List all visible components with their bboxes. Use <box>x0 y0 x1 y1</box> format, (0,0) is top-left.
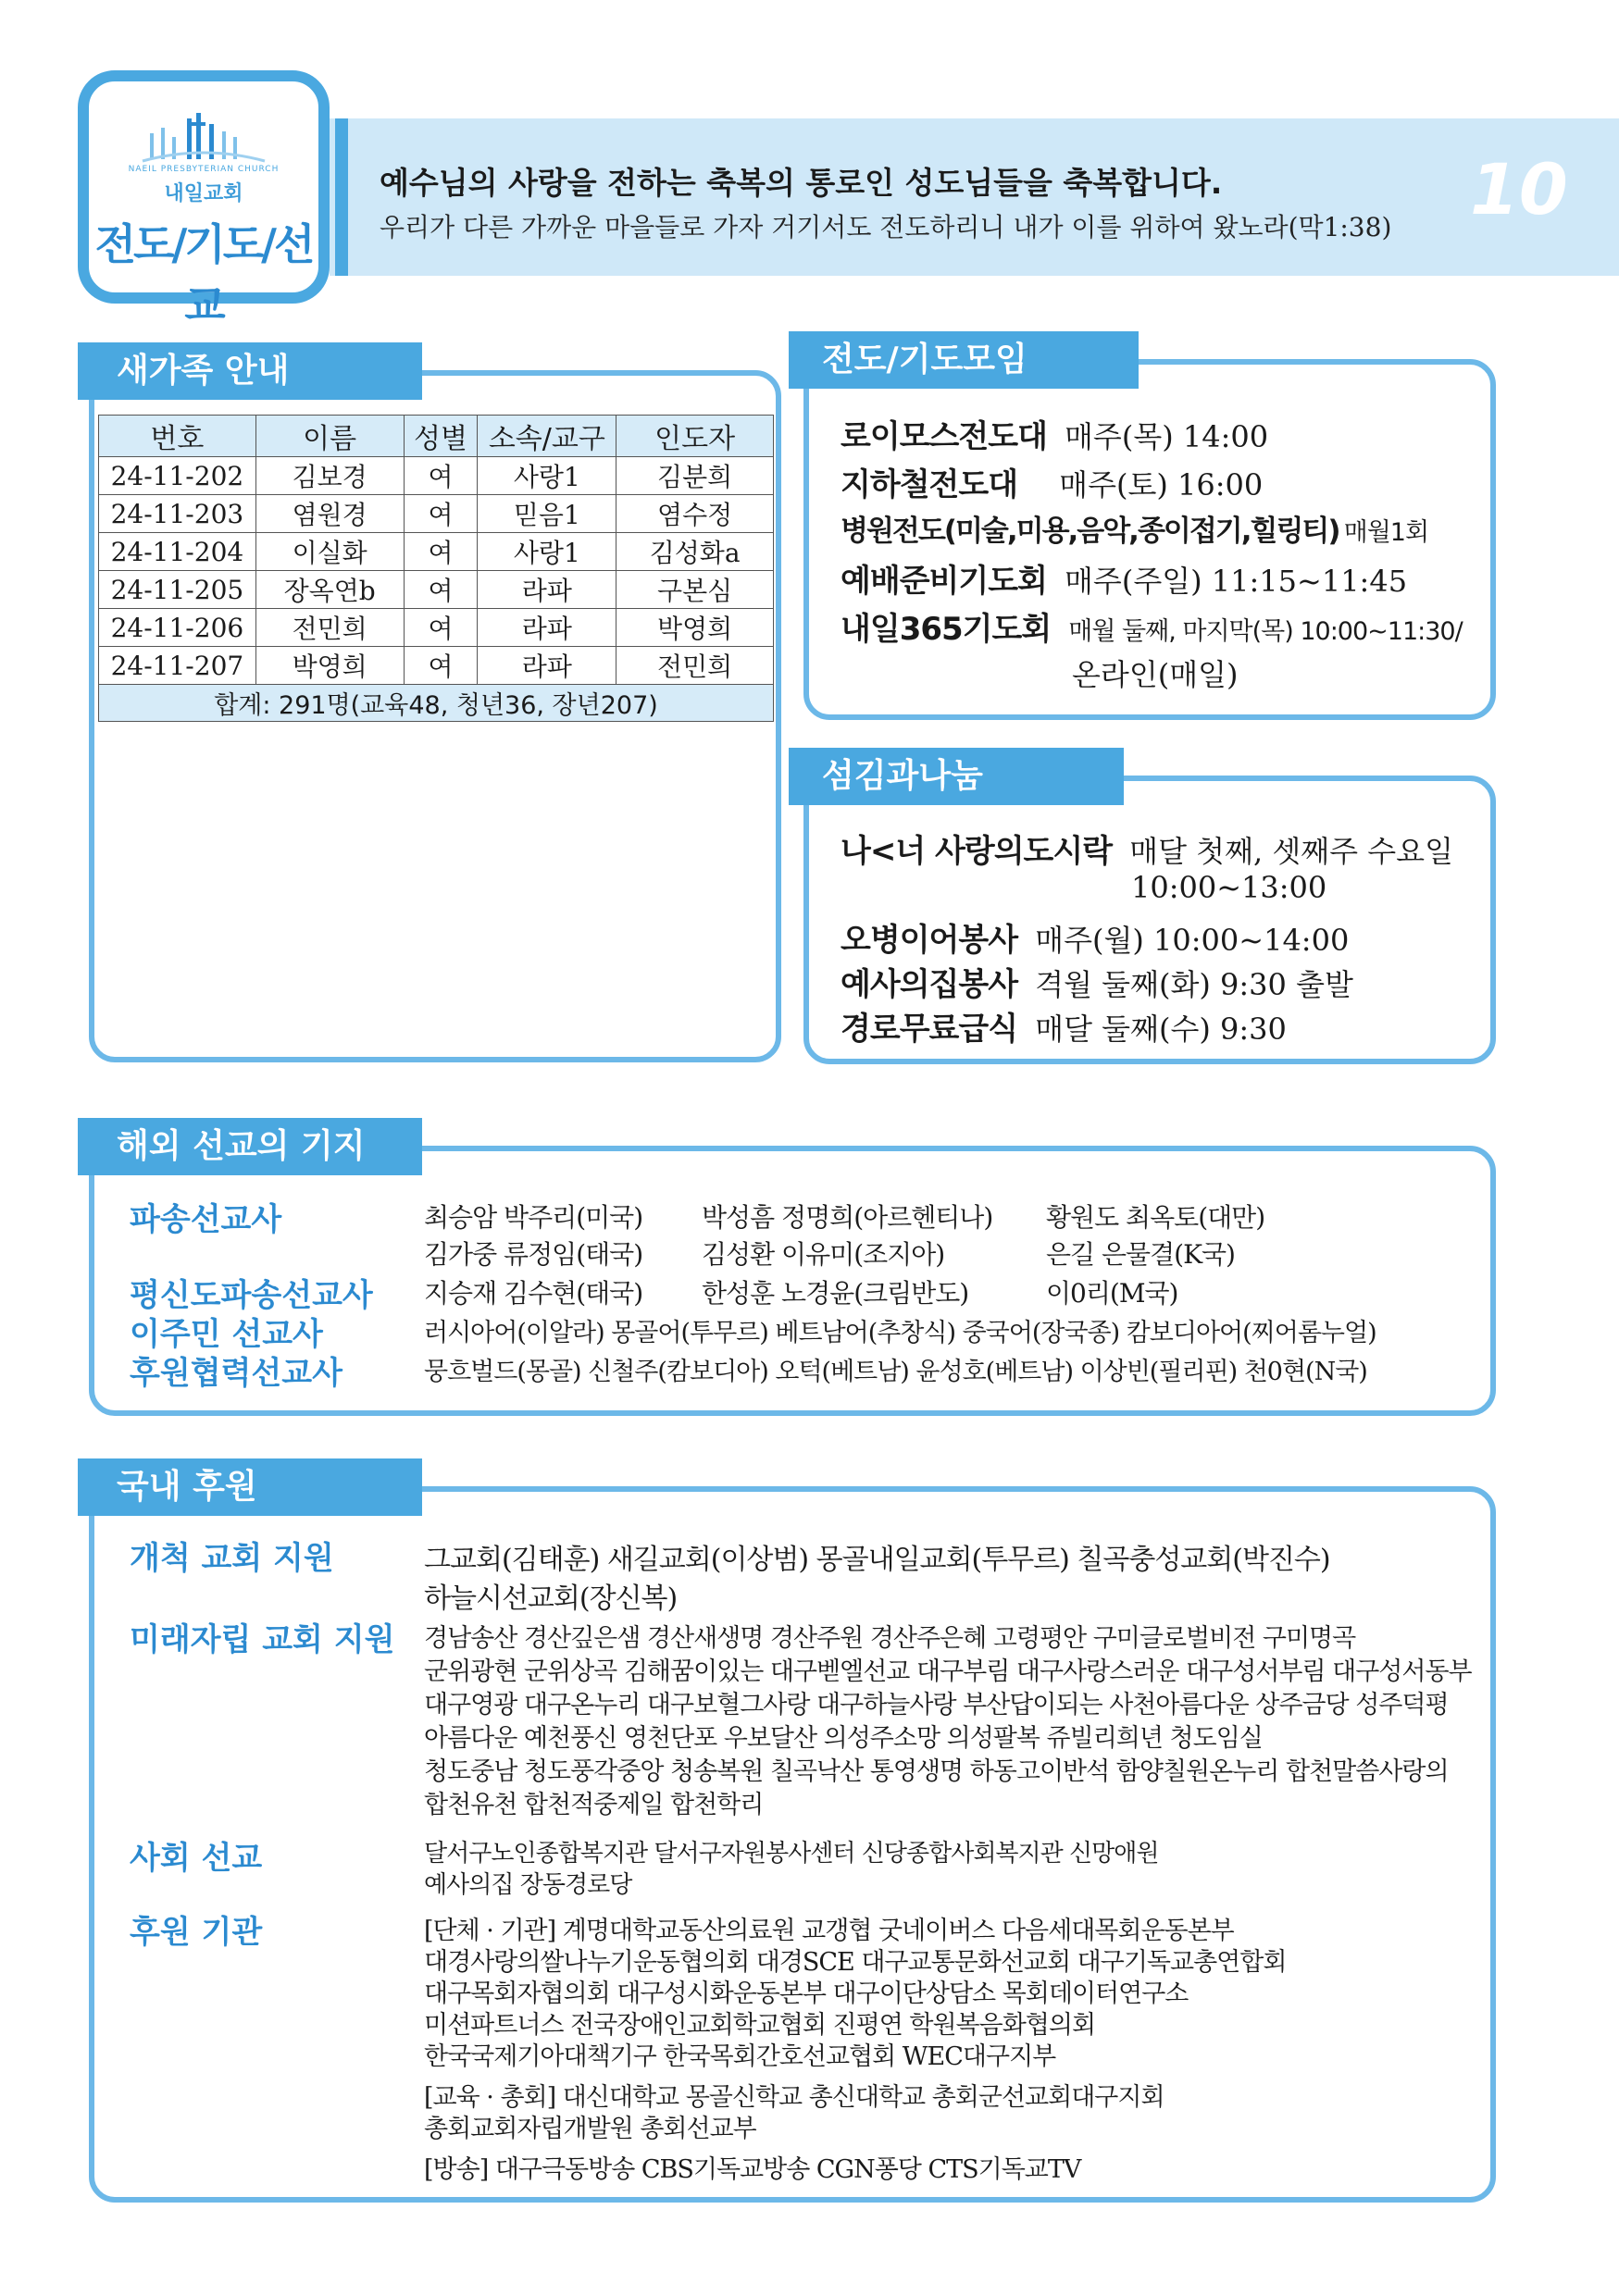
meeting-name: 내일365기도회 <box>841 611 1052 648</box>
meeting-time: 매주(주일) 11:15~11:45 <box>1065 564 1408 599</box>
table-total-row <box>99 685 774 722</box>
table-row <box>99 495 774 533</box>
support-org-line: 대구목회자협의회 대구성시화운동본부 대구이단상담소 목회데이터연구소 <box>424 1980 1189 2008</box>
meeting-time: 매주(목) 14:00 <box>1065 419 1269 454</box>
new-family-table <box>98 415 774 722</box>
table-cell: 믿음1 <box>478 495 616 533</box>
evangelism-item <box>841 555 1407 601</box>
social-mission-label: 사회 선교 <box>130 1840 263 1877</box>
pioneer-church-line: 그교회(김태훈) 새길교회(이상범) 몽골내일교회(투무르) 칠곡충성교회(박진수) <box>424 1544 1330 1576</box>
service-item <box>841 825 1453 871</box>
evangelism-tab: 전도/기도모임 <box>789 331 1139 389</box>
table-row <box>99 647 774 685</box>
table-cell: 김분희 <box>616 457 774 495</box>
support-missionaries-label: 후원협력선교사 <box>130 1355 342 1392</box>
table-cell: 박영희 <box>616 609 774 647</box>
table-cell: 김보경 <box>255 457 404 495</box>
future-church-line: 군위광현 군위상곡 김해꿈이있는 대구벧엘선교 대구부림 대구사랑스러운 대구성서부림 대구성서동부 <box>424 1657 1472 1686</box>
table-cell: 여 <box>404 609 478 647</box>
support-org-line: 총회교회자립개발원 총회선교부 <box>424 2115 756 2143</box>
section-title: 전도/기도/선교 <box>94 219 313 330</box>
table-cell: 여 <box>404 647 478 685</box>
migrant-missionaries-list: 러시아어(이알라) 몽골어(투무르) 베트남어(추창식) 중국어(장국종) 캄보디아어(찌어롬누얼) <box>424 1319 1376 1347</box>
table-cell: 염수정 <box>616 495 774 533</box>
table-cell: 여 <box>404 457 478 495</box>
service-tab: 섬김과나눔 <box>789 748 1124 805</box>
table-cell: 라파 <box>478 571 616 609</box>
missionary-entry: 황원도 최옥토(대만) <box>1046 1202 1265 1233</box>
support-org-line: 대경사랑의쌀나누기운동협의회 대경SCE 대구교통문화선교회 대구기독교총연합회 <box>424 1948 1287 1977</box>
table-cell: 사랑1 <box>478 533 616 571</box>
table-header: 인도자 <box>616 416 774 457</box>
table-cell: 라파 <box>478 647 616 685</box>
overseas-tab: 해외 선교의 기지 <box>78 1118 422 1175</box>
support-org-line: 미션파트너스 전국장애인교회학교협회 진평연 학원복음화협의회 <box>424 2011 1096 2040</box>
support-orgs-label: 후원 기관 <box>130 1914 263 1951</box>
new-family-tab: 새가족 안내 <box>78 342 422 400</box>
support-org-line: [방송] 대구극동방송 CBS기독교방송 CGN퐁당 CTS기독교TV <box>424 2155 1081 2184</box>
logo-church-name: 내일교회 <box>164 182 243 205</box>
missionary-entry: 이0리(M국) <box>1046 1278 1178 1309</box>
pioneer-church-line: 하늘시선교회(장신복) <box>424 1582 678 1615</box>
service-name: 경로무료급식 <box>841 1011 1018 1048</box>
future-church-line: 청도중남 청도풍각중앙 청송복원 칠곡낙산 통영생명 하동고이반석 함양칠원온누리 합천말씀사랑의 <box>424 1757 1449 1786</box>
missionary-entry: 박성흠 정명희(아르헨티나) <box>702 1202 993 1233</box>
table-total: 합계: 291명(교육48, 청년36, 장년207) <box>99 685 774 722</box>
evangelism-item-cont <box>1072 652 1239 694</box>
service-item-cont <box>1131 870 1326 905</box>
service-item <box>841 914 1349 960</box>
church-logo-box <box>78 70 330 330</box>
table-row <box>99 457 774 495</box>
service-time: 격월 둘째(화) 9:30 출발 <box>1035 967 1353 1002</box>
table-cell: 24-11-204 <box>99 533 256 571</box>
table-cell: 여 <box>404 571 478 609</box>
church-skyline-icon <box>141 109 267 163</box>
future-church-line: 아름다운 예천풍신 영천단포 우보달산 의성주소망 의성팔복 쥬빌리희년 청도임실 <box>424 1724 1263 1753</box>
meeting-name: 지하철전도대 <box>841 466 1018 503</box>
evangelism-item <box>841 459 1263 504</box>
table-cell: 24-11-206 <box>99 609 256 647</box>
sent-missionaries-label: 파송선교사 <box>130 1201 282 1238</box>
future-church-label: 미래자립 교회 지원 <box>130 1621 395 1658</box>
table-header-row <box>99 416 774 457</box>
pioneer-church-label: 개척 교회 지원 <box>130 1540 334 1577</box>
missionary-entry: 지승재 김수현(태국) <box>424 1278 643 1309</box>
service-time: 매달 첫째, 셋째주 수요일 <box>1129 834 1453 869</box>
table-cell: 이실화 <box>255 533 404 571</box>
missionary-entry: 김가중 류정임(태국) <box>424 1239 643 1270</box>
service-time-cont: 10:00~13:00 <box>1131 870 1327 905</box>
table-cell: 24-11-202 <box>99 457 256 495</box>
table-cell: 김성화a <box>616 533 774 571</box>
service-time: 매주(월) 10:00~14:00 <box>1035 923 1350 958</box>
future-church-line: 경남송산 경산깊은샘 경산새생명 경산주원 경산주은혜 고령평안 구미글로벌비전 구미명곡 <box>424 1624 1356 1653</box>
header-main-text: 예수님의 사랑을 전하는 축복의 통로인 성도님들을 축복합니다. <box>380 165 1223 201</box>
table-cell: 여 <box>404 533 478 571</box>
service-name: 예사의집봉사 <box>841 966 1018 1003</box>
table-cell: 24-11-203 <box>99 495 256 533</box>
table-cell: 염원경 <box>255 495 404 533</box>
table-header: 이름 <box>255 416 404 457</box>
table-row <box>99 571 774 609</box>
service-item <box>841 1003 1287 1049</box>
meeting-time-cont: 온라인(매일) <box>1072 657 1239 692</box>
logo-english-name: NAEIL PRESBYTERIAN CHURCH <box>128 165 280 174</box>
table-cell: 장옥연b <box>255 571 404 609</box>
header-accent-bar <box>335 118 348 276</box>
table-header: 소속/교구 <box>478 416 616 457</box>
service-time: 매달 둘째(수) 9:30 <box>1035 1011 1287 1047</box>
support-org-line: 한국국제기아대책기구 한국목회간호선교협회 WEC대구지부 <box>424 2042 1056 2071</box>
missionary-entry: 한성훈 노경윤(크림반도) <box>702 1278 969 1309</box>
missionary-entry: 김성환 이유미(조지아) <box>702 1239 945 1270</box>
page-number: 10 <box>1470 148 1568 230</box>
table-cell: 전민희 <box>616 647 774 685</box>
social-mission-line: 달서구노인종합복지관 달서구자원봉사센터 신당종합사회복지관 신망애원 <box>424 1840 1159 1868</box>
table-cell: 전민희 <box>255 609 404 647</box>
future-church-line: 대구영광 대구온누리 대구보혈그사랑 대구하늘사랑 부산답이되는 사천아름다운 상주금당 성주덕평 <box>424 1691 1449 1719</box>
meeting-name: 예배준비기도회 <box>841 563 1047 600</box>
meeting-name: 병원전도(미술,미용,음악,종이접기,힐링티) <box>841 515 1339 548</box>
evangelism-item <box>841 507 1428 549</box>
evangelism-item <box>841 411 1268 456</box>
social-mission-line: 예사의집 장동경로당 <box>424 1871 632 1899</box>
support-missionaries-list: 뭉흐벌드(몽골) 신철주(캄보디아) 오턱(베트남) 윤성호(베트남) 이상빈(필리핀) 천0현(N국) <box>424 1358 1367 1386</box>
table-cell: 라파 <box>478 609 616 647</box>
service-name: 오병이어봉사 <box>841 922 1018 959</box>
table-cell: 24-11-207 <box>99 647 256 685</box>
evangelism-item <box>841 603 1463 649</box>
header-verse: 우리가 다른 가까운 마을들로 가자 거기서도 전도하리니 내가 이를 위하여 왔노라(막1:38) <box>380 212 1392 242</box>
table-cell: 박영희 <box>255 647 404 685</box>
table-cell: 24-11-205 <box>99 571 256 609</box>
lay-missionaries-label: 평신도파송선교사 <box>130 1277 373 1314</box>
service-item <box>841 959 1353 1004</box>
service-name: 나<너 사랑의도시락 <box>841 833 1113 870</box>
support-org-line: [교육 · 총회] 대신대학교 몽골신학교 총신대학교 총회군선교회대구지회 <box>424 2083 1164 2112</box>
migrant-missionaries-label: 이주민 선교사 <box>130 1316 323 1353</box>
table-cell: 구본심 <box>616 571 774 609</box>
meeting-time: 매월1회 <box>1343 518 1429 547</box>
domestic-tab: 국내 후원 <box>78 1458 422 1516</box>
table-row <box>99 533 774 571</box>
support-org-line: [단체 · 기관] 계명대학교동산의료원 교갱협 굿네이버스 다음세대목회운동본부 <box>424 1917 1234 1945</box>
table-cell: 여 <box>404 495 478 533</box>
table-row <box>99 609 774 647</box>
missionary-entry: 은길 은물결(K국) <box>1046 1239 1235 1270</box>
future-church-line: 합천유천 합천적중제일 합천학리 <box>424 1791 764 1819</box>
table-cell: 사랑1 <box>478 457 616 495</box>
meeting-name: 로이모스전도대 <box>841 418 1047 455</box>
table-header: 성별 <box>404 416 478 457</box>
meeting-time: 매월 둘째, 마지막(목) 10:00~11:30/ <box>1068 617 1463 646</box>
missionary-entry: 최승암 박주리(미국) <box>424 1202 643 1233</box>
meeting-time: 매주(토) 16:00 <box>1059 467 1264 503</box>
table-header: 번호 <box>99 416 256 457</box>
